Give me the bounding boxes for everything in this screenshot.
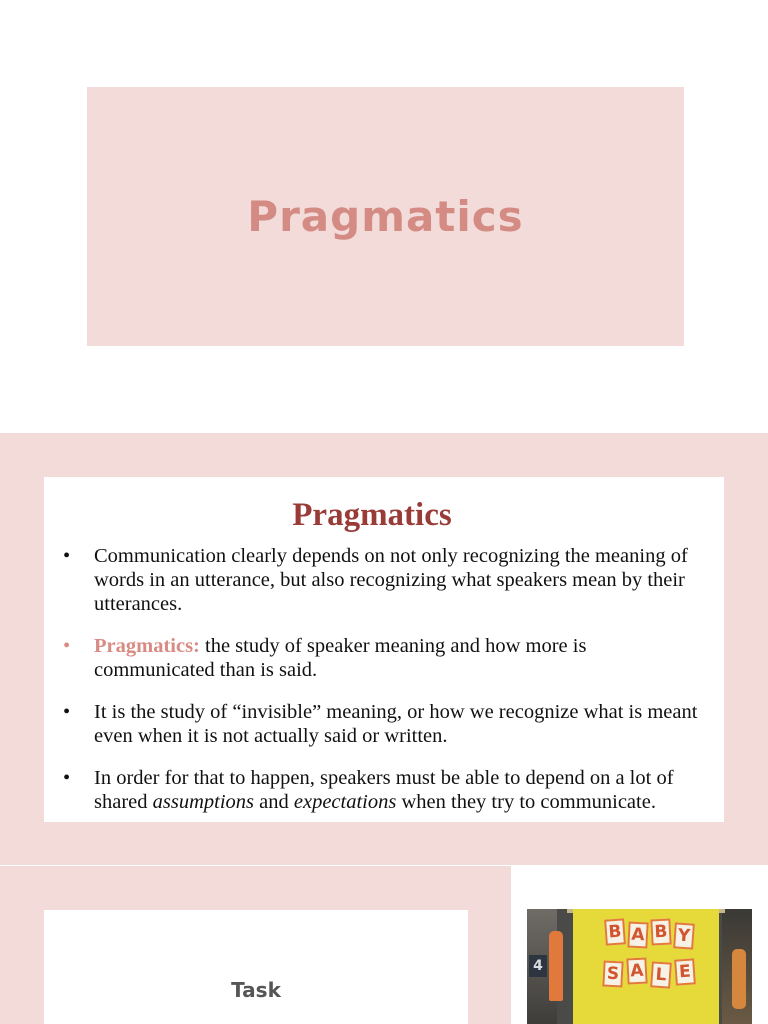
list-item	[44, 766, 724, 814]
sign-letter-tile: A	[627, 921, 648, 948]
list-item	[44, 544, 724, 616]
slide-title	[0, 0, 768, 432]
sign-letter-tile: A	[626, 957, 647, 984]
task-label: Task	[231, 978, 281, 1002]
bullet-icon: •	[63, 767, 71, 789]
content-heading: Pragmatics	[292, 497, 452, 533]
slide-content	[0, 433, 768, 865]
bullet-text: when they try to communicate.	[396, 791, 656, 813]
bullet-icon: •	[63, 635, 71, 657]
bullet-text: Communication clearly depends on not only recognizing the meaning of words in an utterance, but also recognizing what speakers mean by their utterances.	[94, 545, 688, 615]
bullet-text: In order for that to happen, speakers must be able to depend on a lot of shared	[94, 767, 674, 813]
list-item	[44, 700, 724, 748]
sign-letter-tile: B	[650, 918, 671, 945]
title-box	[87, 87, 684, 346]
number-tag: 4	[529, 955, 547, 977]
mannequin-left	[549, 931, 563, 1001]
sign-letter-tile: B	[604, 918, 626, 945]
task-panel	[0, 866, 511, 1024]
task-box	[44, 910, 468, 1024]
bullet-icon: •	[63, 545, 71, 567]
content-box	[44, 477, 724, 822]
slide-title-text: Pragmatics	[247, 192, 524, 241]
sign-letter-tile: E	[674, 958, 696, 985]
sign-letter-tile: Y	[673, 922, 695, 949]
bullet-text: and	[254, 791, 294, 813]
slide-task	[0, 866, 768, 1024]
list-item	[44, 634, 724, 682]
emphasis-expectations: expectations	[293, 791, 397, 813]
mannequin-right	[732, 949, 746, 1009]
bullet-icon: •	[63, 701, 71, 723]
bullet-text: the study of speaker meaning and how more is communicated than is said.	[94, 635, 587, 681]
definition-term: Pragmatics:	[94, 635, 200, 657]
emphasis-assumptions: assumptions	[152, 791, 255, 813]
baby-sale-photo	[527, 909, 752, 1024]
bullet-text: It is the study of “invisible” meaning, or how we recognize what is meant even when it is not actually said or written.	[94, 701, 698, 747]
sign-letter-tile: S	[602, 960, 623, 987]
sign-letter-tile: L	[650, 961, 672, 988]
bullet-list	[44, 544, 724, 832]
